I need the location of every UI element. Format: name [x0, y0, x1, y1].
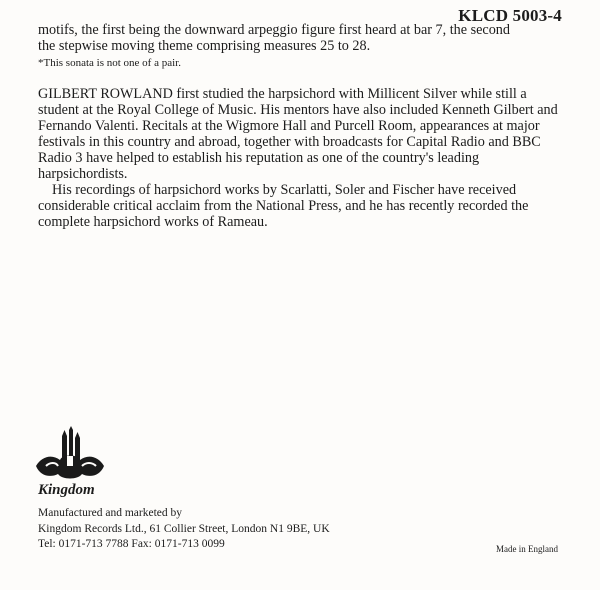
- imprint-phone: Tel: 0171-713 7788 Fax: 0171-713 0099: [38, 538, 225, 550]
- catalog-number: KLCD 5003-4: [458, 6, 562, 25]
- imprint: [38, 506, 330, 553]
- artist-biography: [38, 86, 568, 230]
- bio-paragraph-1: GILBERT ROWLAND first studied the harpsichord with Millicent Silver while still a student at the Royal College of Music. His mentors have also included Kenneth Gilbert and Fernando Valenti. Recitals at the Wigmore Hall and Purcell Room, appearances at major festivals in this country and abroad, together with broadcasts for Capital Radio and BBC Radio 3 have helped to establish his reputation as one of the country's leading harpsichordists.: [38, 86, 558, 182]
- bio-paragraph-2: His recordings of harpsichord works by Scarlatti, Soler and Fischer have received considerable critical acclaim from the National Press, and he has recently recorded the complete harpsichord works of Rameau.: [38, 182, 529, 230]
- made-in-england: Made in England: [496, 544, 558, 554]
- footnote: *This sonata is not one of a pair.: [38, 57, 181, 69]
- intro-line: motifs, the first being the downward arpeggio figure first heard at bar 7, the second: [38, 22, 510, 38]
- kingdom-label-name: Kingdom: [38, 482, 95, 498]
- imprint-line: Manufactured and marketed by: [38, 507, 183, 519]
- imprint-address: Kingdom Records Ltd., 61 Collier Street, London N1 9BE, UK: [38, 522, 330, 535]
- intro-text: [38, 22, 568, 70]
- intro-line: the stepwise moving theme comprising measures 25 to 28.: [38, 38, 371, 54]
